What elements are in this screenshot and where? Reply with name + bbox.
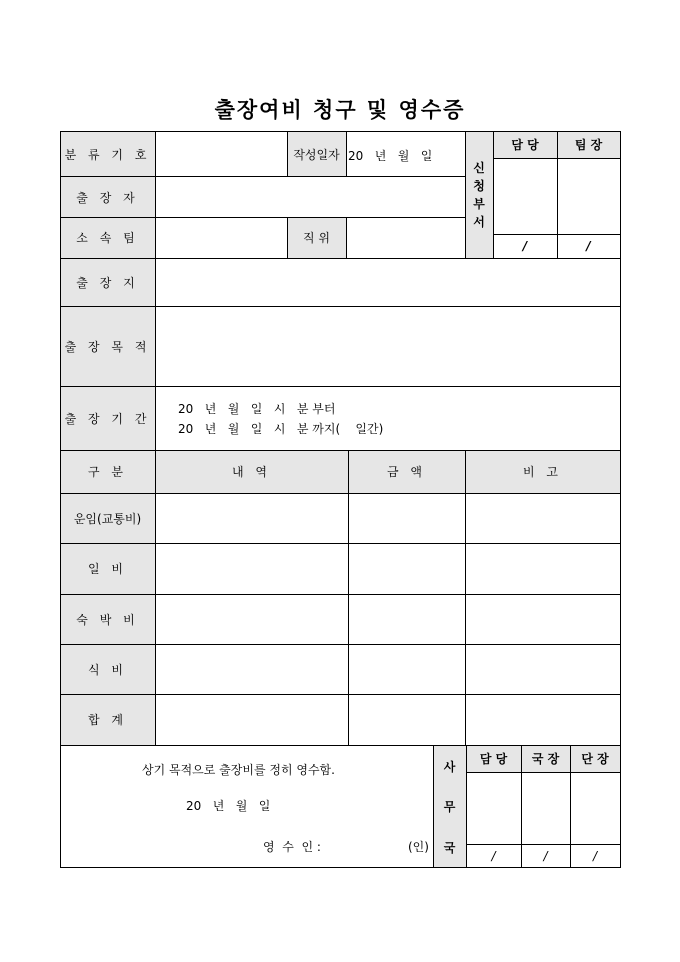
period-label: 출 장 기 간 <box>64 411 151 426</box>
expense-item-meals: 식 비 <box>88 662 127 677</box>
purpose-label: 출 장 목 적 <box>64 339 151 354</box>
receipt-head-date: / <box>592 848 598 863</box>
date-label: 작성일자 <box>293 147 340 162</box>
approver-team-lead-date: / <box>586 239 591 253</box>
destination-label: 출 장 지 <box>76 275 139 290</box>
receipt-approver-head: 단 장 <box>581 752 609 766</box>
expense-header-details: 내 역 <box>232 465 271 479</box>
team-label: 소 속 팀 <box>76 231 139 245</box>
receipt-director-date: / <box>543 848 548 863</box>
period-start[interactable]: 20 년 월 일 시 분 부터 <box>178 402 336 416</box>
expense-header-category: 구 분 <box>88 465 127 479</box>
approver-team-lead-label: 팀 장 <box>574 138 603 152</box>
receiver-label: 영 수 인 : <box>263 840 321 854</box>
expense-header-amount: 금 액 <box>387 465 426 479</box>
expense-item-total: 합 계 <box>88 713 127 727</box>
category-code-label: 분 류 기 호 <box>64 147 151 162</box>
expense-item-transport: 운임(교통비) <box>73 511 142 526</box>
receipt-statement: 상기 목적으로 출장비를 정히 영수함. <box>142 763 335 777</box>
approver-staff-label: 담 당 <box>511 138 539 152</box>
period-end[interactable]: 20 년 월 일 시 분 까지( 일간) <box>178 422 384 436</box>
office-label-3: 국 <box>443 840 456 855</box>
expense-header-note: 비 고 <box>523 465 562 479</box>
traveler-label: 출 장 자 <box>76 190 139 205</box>
applicant-dept-label: 신 청 부 서 <box>473 161 485 229</box>
expense-item-daily: 일 비 <box>88 562 127 576</box>
receipt-staff-date: / <box>491 848 496 863</box>
form-title: 출장여비 청구 및 영수증 <box>214 97 466 122</box>
receipt-approver-staff: 담 당 <box>479 752 508 766</box>
office-label-2: 무 <box>443 799 456 814</box>
expense-item-lodging: 숙 박 비 <box>76 612 139 627</box>
office-label-1: 사 <box>443 759 456 774</box>
receipt-date[interactable]: 20 년 월 일 <box>186 799 271 813</box>
receipt-approver-director: 국 장 <box>531 752 560 766</box>
date-value[interactable]: 20 년 월 일 <box>348 149 433 163</box>
seal-mark: (인) <box>408 840 429 854</box>
approver-staff-date: / <box>522 239 528 253</box>
position-label: 직 위 <box>303 231 330 245</box>
